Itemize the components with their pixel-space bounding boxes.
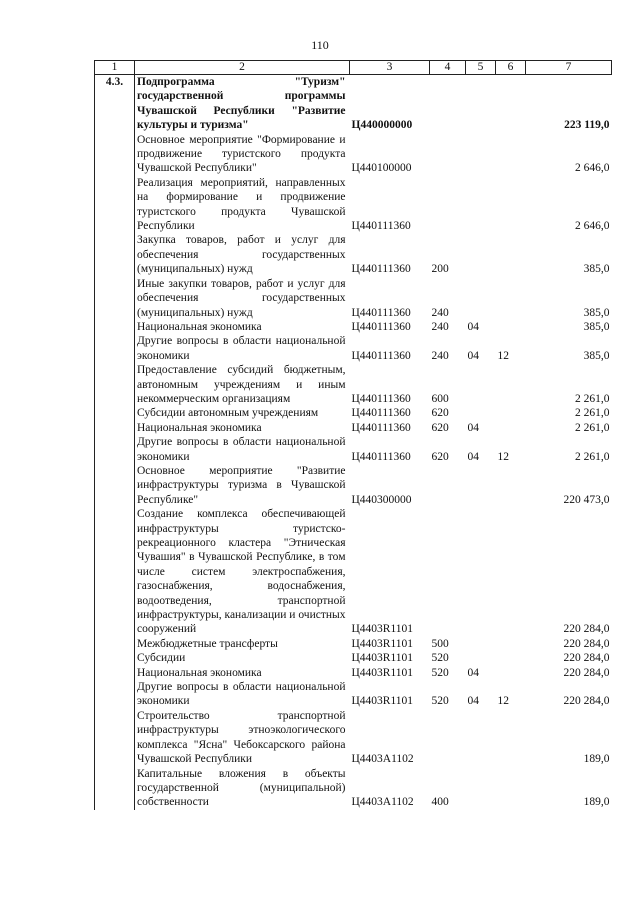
amount: 2 261,0 xyxy=(575,392,610,405)
item-name: Основное мероприятие "Развитие инфраструктуры туризма в Чувашской Республике" xyxy=(137,464,346,506)
table-row xyxy=(95,507,612,637)
item-name: Капитальные вложения в объекты государственной (муниципальной) собственности xyxy=(137,767,346,809)
section xyxy=(466,363,496,406)
section: 04 xyxy=(467,349,479,362)
expense-type: 600 xyxy=(431,392,449,405)
item-name: Национальная экономика xyxy=(137,421,262,434)
row-number xyxy=(95,666,135,680)
item-name: Создание комплекса обеспечивающей инфраструктуры туристско-рекреационного кластера "Этническая Чувашия" в Чувашской Республике, в том числе систем электроспабжения, газоснабжения, водоснабжения, водоотведения, транспортной инфраструктуры, канализации и очистных сооружений xyxy=(137,508,346,636)
amount: 220 284,0 xyxy=(563,666,610,679)
expense-type xyxy=(430,507,466,637)
table-row xyxy=(95,637,612,651)
target-code: Ц440100000 xyxy=(351,162,412,175)
item-name: Межбюджетные трансферты xyxy=(137,637,278,650)
section xyxy=(466,277,496,320)
amount: 385,0 xyxy=(583,320,610,333)
section xyxy=(466,176,496,234)
target-code: Ц4403А1102 xyxy=(351,753,414,766)
target-code: Ц4403R1101 xyxy=(351,637,414,650)
column-header: 5 xyxy=(466,61,496,75)
amount: 385,0 xyxy=(583,349,610,362)
expense-type xyxy=(430,709,466,767)
item-name: Национальная экономика xyxy=(137,666,262,679)
row-number xyxy=(95,406,135,420)
item-name: Реализация мероприятий, направленных на формирование и продвижение туристского продукта Чувашской Республики xyxy=(137,176,346,233)
expense-type: 240 xyxy=(431,320,449,333)
item-name: Иные закупки товаров, работ и услуг для обеспечения государственных (муниципальных) нужд xyxy=(137,277,346,319)
section: 04 xyxy=(467,320,479,333)
target-code: Ц440111360 xyxy=(351,392,411,405)
expense-type: 620 xyxy=(431,450,449,463)
budget-table xyxy=(94,60,612,810)
item-name: Субсидии xyxy=(137,652,186,665)
section: 04 xyxy=(467,666,479,679)
section xyxy=(466,464,496,507)
section: 04 xyxy=(467,421,479,434)
item-name: Другие вопросы в области национальной экономики xyxy=(137,681,346,708)
row-number xyxy=(95,320,135,334)
target-code: Ц440111360 xyxy=(351,349,411,362)
amount: 189,0 xyxy=(583,796,610,809)
amount: 2 261,0 xyxy=(575,450,610,463)
row-number xyxy=(95,233,135,276)
amount: 220 473,0 xyxy=(563,493,610,506)
expense-type xyxy=(430,133,466,176)
subsection xyxy=(496,651,526,665)
row-number xyxy=(95,680,135,709)
row-number xyxy=(95,709,135,767)
column-header: 3 xyxy=(350,61,430,75)
section xyxy=(466,651,496,665)
row-number xyxy=(95,277,135,320)
amount: 220 284,0 xyxy=(563,623,610,636)
expense-type: 400 xyxy=(431,796,449,809)
target-code: Ц4403R1101 xyxy=(351,666,414,679)
target-code: Ц440111360 xyxy=(351,450,411,463)
expense-type: 520 xyxy=(431,695,449,708)
row-number xyxy=(95,133,135,176)
table-row xyxy=(95,421,612,435)
target-code: Ц440111360 xyxy=(351,407,411,420)
row-number xyxy=(95,651,135,665)
target-code: Ц4403R1101 xyxy=(351,695,414,708)
subsection xyxy=(496,406,526,420)
subsection xyxy=(496,464,526,507)
section xyxy=(466,75,496,133)
item-name: Предоставление субсидий бюджетным, автономным учреждениям и иным некоммерческим организациям xyxy=(137,364,346,405)
item-name: Другие вопросы в области национальной экономики xyxy=(137,436,346,463)
section xyxy=(466,507,496,637)
table-row xyxy=(95,133,612,176)
item-name: Основное мероприятие "Формирование и продвижение туристского продукта Чувашской Республики" xyxy=(137,133,346,175)
amount: 2 261,0 xyxy=(575,407,610,420)
row-number: 4.3. xyxy=(95,75,135,133)
table-row xyxy=(95,75,612,133)
table-row xyxy=(95,233,612,276)
row-number xyxy=(95,176,135,234)
target-code: Ц4403А1102 xyxy=(351,796,414,809)
expense-type: 620 xyxy=(431,421,449,434)
target-code: Ц440111360 xyxy=(351,306,411,319)
table-row xyxy=(95,651,612,665)
item-name: Закупка товаров, работ и услуг для обеспечения государственных (муниципальных) нужд xyxy=(137,234,346,276)
table-row xyxy=(95,435,612,464)
section: 04 xyxy=(467,450,479,463)
subsection xyxy=(496,421,526,435)
section xyxy=(466,233,496,276)
expense-type: 500 xyxy=(431,637,449,650)
column-header: 7 xyxy=(526,61,612,75)
subsection: 12 xyxy=(497,349,509,362)
row-number xyxy=(95,421,135,435)
subsection xyxy=(496,320,526,334)
amount: 223 119,0 xyxy=(564,119,610,132)
table-row xyxy=(95,464,612,507)
row-number xyxy=(95,507,135,637)
subsection: 12 xyxy=(497,695,509,708)
subsection xyxy=(496,666,526,680)
row-number xyxy=(95,435,135,464)
target-code: Ц440300000 xyxy=(351,493,412,506)
subsection xyxy=(496,133,526,176)
subsection xyxy=(496,637,526,651)
section xyxy=(466,406,496,420)
target-code: Ц440111360 xyxy=(351,320,411,333)
expense-type: 620 xyxy=(431,407,449,420)
expense-type xyxy=(430,75,466,133)
item-name: Субсидии автономным учреждениям xyxy=(137,407,319,420)
amount: 2 646,0 xyxy=(575,162,610,175)
amount: 189,0 xyxy=(583,753,610,766)
expense-type: 520 xyxy=(431,652,449,665)
row-number xyxy=(95,464,135,507)
amount: 385,0 xyxy=(583,306,610,319)
target-code: Ц4403R1101 xyxy=(351,623,414,636)
subsection xyxy=(496,507,526,637)
row-number xyxy=(95,334,135,363)
table-row xyxy=(95,709,612,767)
table-row xyxy=(95,176,612,234)
table-row xyxy=(95,277,612,320)
target-code: Ц440111360 xyxy=(351,421,411,434)
amount: 220 284,0 xyxy=(563,637,610,650)
amount: 385,0 xyxy=(583,263,610,276)
target-code: Ц4403R1101 xyxy=(351,652,414,665)
subsection: 12 xyxy=(497,450,509,463)
section: 04 xyxy=(467,695,479,708)
expense-type xyxy=(430,176,466,234)
expense-type: 520 xyxy=(431,666,449,679)
expense-type: 200 xyxy=(431,263,449,276)
row-number xyxy=(95,363,135,406)
target-code: Ц440111360 xyxy=(351,220,411,233)
item-name: Строительство транспортной инфраструктуры этноэкологического комплекса "Ясна" Чебоксарского района Чувашской Республики xyxy=(137,709,346,766)
column-header: 2 xyxy=(135,61,350,75)
subsection xyxy=(496,277,526,320)
section xyxy=(466,133,496,176)
table-row xyxy=(95,680,612,709)
subsection xyxy=(496,176,526,234)
amount: 220 284,0 xyxy=(563,695,610,708)
amount: 2 261,0 xyxy=(575,421,610,434)
amount: 220 284,0 xyxy=(563,652,610,665)
subsection xyxy=(496,363,526,406)
expense-type: 240 xyxy=(431,349,449,362)
table-row xyxy=(95,406,612,420)
table-row xyxy=(95,666,612,680)
column-header: 4 xyxy=(430,61,466,75)
table-row xyxy=(95,767,612,810)
row-number xyxy=(95,767,135,810)
column-header: 6 xyxy=(496,61,526,75)
column-header: 1 xyxy=(95,61,135,75)
section xyxy=(466,637,496,651)
table-row xyxy=(95,334,612,363)
target-code: Ц440111360 xyxy=(351,263,411,276)
expense-type: 240 xyxy=(431,306,449,319)
amount: 2 646,0 xyxy=(575,220,610,233)
page-number: 110 xyxy=(311,38,329,52)
section xyxy=(466,709,496,767)
subsection xyxy=(496,233,526,276)
subsection xyxy=(496,709,526,767)
header-row xyxy=(95,61,612,75)
subsection xyxy=(496,767,526,810)
expense-type xyxy=(430,464,466,507)
item-name: Другие вопросы в области национальной экономики xyxy=(137,335,346,362)
section xyxy=(466,767,496,810)
item-name: Национальная экономика xyxy=(137,320,262,333)
item-name: Подпрограмма "Туризм" государственной программы Чувашской Республики "Развитие культуры и туризма" xyxy=(137,76,346,132)
table-row xyxy=(95,363,612,406)
row-number xyxy=(95,637,135,651)
subsection xyxy=(496,75,526,133)
target-code: Ц440000000 xyxy=(351,119,413,132)
table-row xyxy=(95,320,612,334)
